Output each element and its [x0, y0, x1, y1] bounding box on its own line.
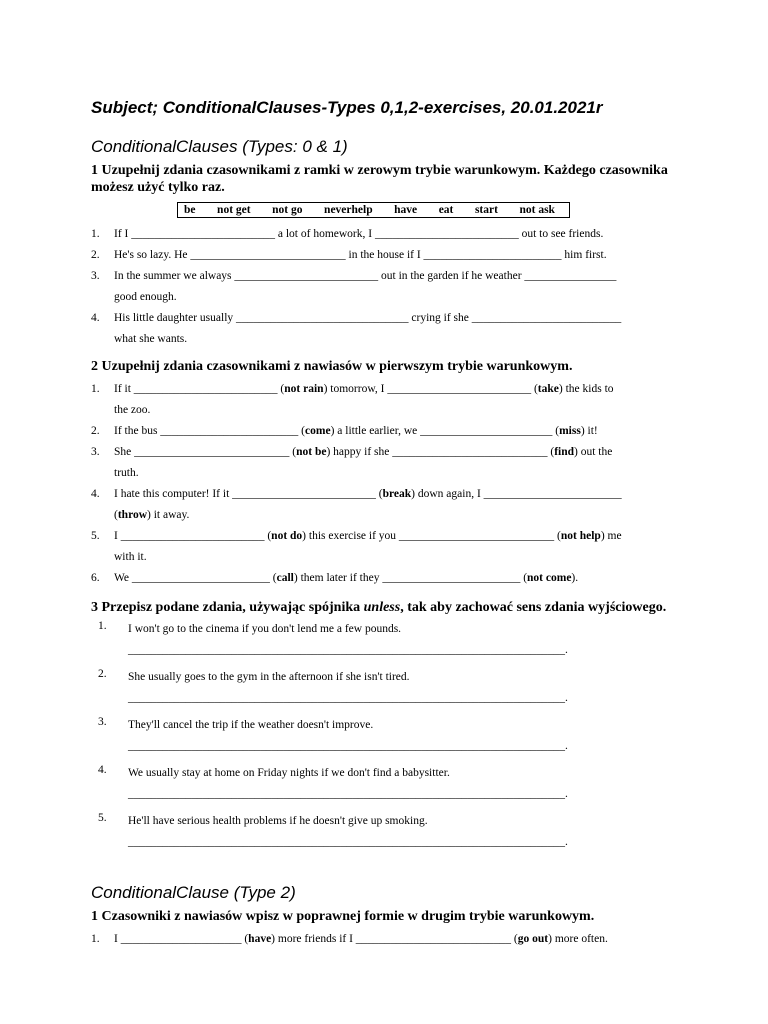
item-text	[114, 266, 691, 287]
verb-hint: not rain	[284, 383, 324, 395]
exercise-1-list	[91, 224, 691, 350]
section-heading-type-2: ConditionalClause (Type 2)	[91, 883, 296, 902]
source-sentence: They'll cancel the trip if the weather doesn't improve.	[128, 719, 374, 731]
exercise-item	[91, 421, 691, 442]
sentence-fragment: If it _________________________ (	[114, 383, 285, 395]
item-number	[91, 400, 114, 421]
verb-hint: not be	[296, 446, 327, 458]
sentence-fragment: ) tomorrow, I _________________________ (	[323, 383, 538, 395]
exercise-3-instruction	[91, 599, 691, 616]
sentence-fragment: good enough.	[114, 291, 177, 303]
word-box-item: start	[474, 204, 498, 216]
item-number: 4.	[98, 764, 107, 776]
sentence-fragment: ) the kids to	[558, 383, 614, 395]
subject-title: Subject; ConditionalClauses-Types 0,1,2-exercises, 20.01.2021r	[91, 98, 603, 117]
word-box	[177, 202, 570, 218]
verb-hint: come	[305, 425, 331, 437]
source-sentence: She usually goes to the gym in the afternoon if she isn't tired.	[128, 671, 410, 683]
item-text	[114, 526, 691, 547]
word-box-item: eat	[438, 204, 454, 216]
exercise-item	[91, 463, 691, 484]
verb-hint: throw	[117, 509, 148, 521]
instruction-text: , tak aby zachować sens zdania wyjściowego.	[400, 600, 667, 615]
item-text	[114, 505, 691, 526]
rewrite-item	[91, 716, 691, 756]
verb-hint: not do	[271, 530, 303, 542]
exercise-item	[91, 329, 691, 350]
word-box-item: be	[184, 204, 196, 216]
rewrite-item	[91, 764, 691, 804]
sentence-fragment: ) more friends if I ___________________________ (	[271, 933, 518, 945]
sentence-fragment: ) happy if she ___________________________ (	[326, 446, 555, 458]
verb-hint: miss	[559, 425, 581, 437]
item-text	[114, 245, 691, 266]
item-number: 1.	[98, 620, 107, 632]
item-number: 3.	[98, 716, 107, 728]
item-number: 3.	[91, 446, 100, 458]
item-number: 3.	[91, 270, 100, 282]
item-text	[114, 929, 691, 950]
item-number: 5.	[98, 812, 107, 824]
word-box-item: not get	[217, 204, 251, 216]
verb-hint: have	[248, 933, 272, 945]
verb-hint: find	[554, 446, 575, 458]
sentence-fragment: ) more often.	[548, 933, 608, 945]
sentence-fragment: I _____________________ (	[114, 933, 249, 945]
sentence-fragment: ) out the	[574, 446, 613, 458]
sentence-fragment: ) them later if they ________________________ (	[293, 572, 528, 584]
exercise-2-list	[91, 379, 691, 589]
item-number: 6.	[91, 572, 100, 584]
sentence-fragment: ) it away.	[147, 509, 190, 521]
exercise-item	[91, 547, 691, 568]
exercise-3-list	[91, 620, 691, 852]
instruction-text: 3 Przepisz podane zdania, używając spójnika	[91, 600, 364, 615]
sentence-fragment: what she wants.	[114, 333, 188, 345]
item-number: 2.	[91, 425, 100, 437]
type2-exercise-1-list	[91, 929, 691, 950]
worksheet	[91, 96, 691, 950]
item-text	[114, 421, 691, 442]
exercise-item	[91, 484, 691, 505]
source-sentence: I won't go to the cinema if you don't lend me a few pounds.	[128, 623, 402, 635]
sentence-fragment: ).	[571, 572, 579, 584]
source-sentence: We usually stay at home on Friday nights if we don't find a babysitter.	[128, 767, 450, 779]
exercise-item	[91, 287, 691, 308]
item-text	[114, 400, 691, 421]
sentence-fragment: ) this exercise if you ___________________________ (	[302, 530, 561, 542]
exercise-item	[91, 568, 691, 589]
exercise-item	[91, 379, 691, 400]
item-text	[114, 463, 691, 484]
verb-hint: break	[382, 488, 412, 500]
sentence-fragment: If I _________________________ a lot of homework, I _________________________ out to see friends.	[114, 228, 604, 240]
item-number: 1.	[91, 383, 100, 395]
item-number	[91, 463, 114, 484]
answer-line[interactable]: ____________________________________________________________________________.	[128, 644, 568, 656]
verb-hint: call	[276, 572, 294, 584]
item-number	[91, 547, 114, 568]
exercise-item	[91, 245, 691, 266]
verb-hint: go out	[517, 933, 549, 945]
instruction-keyword: unless	[363, 600, 401, 615]
item-text	[114, 547, 691, 568]
sentence-fragment: ) a little earlier, we _______________________ (	[330, 425, 560, 437]
exercise-item	[91, 266, 691, 287]
exercise-item	[91, 308, 691, 329]
exercise-1-instruction: 1 Uzupełnij zdania czasownikami z ramki w zerowym trybie warunkowym. Każdego czasownika możesz użyć tylko raz.	[91, 163, 668, 195]
word-box-item: neverhelp	[324, 204, 373, 216]
rewrite-item	[91, 668, 691, 708]
word-box-item: have	[394, 204, 418, 216]
answer-line[interactable]: ____________________________________________________________________________.	[128, 692, 568, 704]
item-number	[91, 505, 114, 526]
verb-hint: not come	[527, 572, 572, 584]
item-number: 2.	[98, 668, 107, 680]
item-text	[114, 484, 691, 505]
item-text	[114, 287, 691, 308]
item-number: 2.	[91, 249, 100, 261]
exercise-item	[91, 505, 691, 526]
sentence-fragment: truth.	[114, 467, 139, 479]
rewrite-item	[91, 812, 691, 852]
sentence-fragment: ) me	[600, 530, 622, 542]
sentence-fragment: the zoo.	[114, 404, 151, 416]
item-text	[114, 308, 691, 329]
sentence-fragment: We ________________________ (	[114, 572, 277, 584]
sentence-fragment: She ___________________________ (	[114, 446, 297, 458]
type2-exercise-1-instruction: 1 Czasowniki z nawiasów wpisz w poprawnej formie w drugim trybie warunkowym.	[91, 909, 595, 924]
word-box-item: not go	[272, 204, 303, 216]
exercise-item	[91, 224, 691, 245]
section-heading-types-0-1: ConditionalClauses (Types: 0 & 1)	[91, 137, 348, 156]
item-number	[91, 287, 114, 308]
word-box-item: not ask	[519, 204, 555, 216]
exercise-item	[91, 400, 691, 421]
item-number: 5.	[91, 530, 100, 542]
sentence-fragment: In the summer we always _________________________ out in the garden if he weather ________________	[114, 270, 617, 282]
source-sentence: He'll have serious health problems if he doesn't give up smoking.	[128, 815, 428, 827]
item-text	[114, 379, 691, 400]
sentence-fragment: I _________________________ (	[114, 530, 272, 542]
verb-hint: take	[537, 383, 559, 395]
item-text	[114, 568, 691, 589]
exercise-2-instruction: 2 Uzupełnij zdania czasownikami z nawiasów w pierwszym trybie warunkowym.	[91, 359, 573, 374]
sentence-fragment: ) it!	[580, 425, 598, 437]
answer-line[interactable]: ____________________________________________________________________________.	[128, 788, 568, 800]
sentence-fragment: ) down again, I ________________________	[411, 488, 622, 500]
sentence-fragment: His little daughter usually ______________________________ crying if she __________________________	[114, 312, 622, 324]
item-text	[114, 442, 691, 463]
exercise-item	[91, 526, 691, 547]
answer-line[interactable]: ____________________________________________________________________________.	[128, 740, 568, 752]
item-number	[91, 329, 114, 350]
item-text	[114, 329, 691, 350]
exercise-item	[91, 929, 691, 950]
item-number: 4.	[91, 488, 100, 500]
verb-hint: not help	[560, 530, 601, 542]
item-number: 4.	[91, 312, 100, 324]
item-number: 1.	[91, 228, 100, 240]
exercise-item	[91, 442, 691, 463]
item-number: 1.	[91, 933, 100, 945]
item-text	[114, 224, 691, 245]
sentence-fragment: (	[114, 509, 118, 521]
sentence-fragment: He's so lazy. He ___________________________ in the house if I ________________________ him first.	[114, 249, 607, 261]
answer-line[interactable]: ____________________________________________________________________________.	[128, 836, 568, 848]
sentence-fragment: If the bus ________________________ (	[114, 425, 306, 437]
rewrite-item	[91, 620, 691, 660]
sentence-fragment: I hate this computer! If it _________________________ (	[114, 488, 383, 500]
sentence-fragment: with it.	[114, 551, 147, 563]
